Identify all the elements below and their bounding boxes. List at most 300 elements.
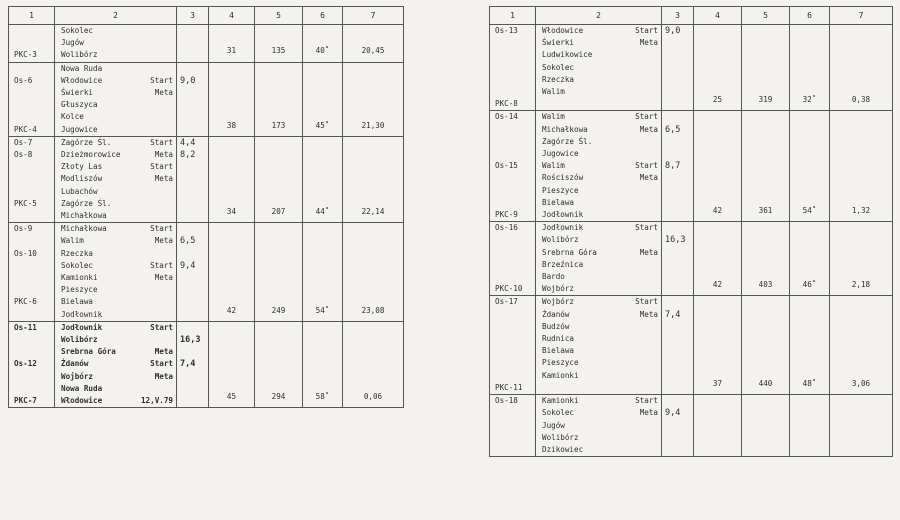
col-header: 1: [9, 7, 55, 25]
route-line: [536, 86, 661, 98]
place-name: Modliszów: [61, 174, 103, 184]
total-distance: 361: [742, 111, 790, 222]
place-name: Zagórze Śl.: [61, 137, 112, 147]
col-header: 3: [662, 7, 694, 25]
stage-code: Os-18: [495, 396, 518, 406]
start-meta-mark: Meta: [154, 347, 173, 357]
start-meta-mark: Start: [150, 322, 173, 332]
place-name: Wolibórz: [61, 335, 98, 345]
stage-distance: 6,5: [180, 236, 196, 247]
stage-code: [9, 111, 54, 123]
route-line: [536, 209, 661, 221]
col-header: 4: [694, 7, 742, 25]
stage-distance: 6,5: [665, 124, 681, 135]
stage-distance: [177, 25, 208, 37]
stage-distance-cell: [177, 25, 209, 63]
stage-distance: [177, 87, 208, 99]
distance-value: 34: [209, 136, 255, 222]
route-cell: [536, 395, 662, 457]
stage-code: [490, 86, 535, 98]
stage-code-cell: [490, 395, 536, 457]
distance-value: 31: [209, 25, 255, 63]
stage-code: [490, 234, 535, 246]
stage-distance: [662, 148, 693, 160]
stage-distance: [177, 198, 208, 210]
stage-code-cell: [490, 296, 536, 395]
time-limit: 54˚: [790, 111, 830, 222]
stage-distance-cell: [177, 136, 209, 222]
stage-row: [9, 136, 404, 222]
route-line: [536, 407, 661, 419]
stage-code: [9, 371, 54, 383]
place-name: Walim: [542, 161, 565, 171]
place-name: Wojbórz: [542, 284, 575, 294]
place-name: Jodłownik: [61, 309, 103, 319]
col-header: 5: [255, 7, 303, 25]
stage-code-cell: [9, 25, 55, 63]
route-line: [536, 37, 661, 49]
time-limit: 44˚: [303, 136, 343, 222]
route-cell: [55, 62, 177, 136]
distance-value: [694, 395, 742, 457]
stage-distance-cell: [662, 395, 694, 457]
place-name: Jugowice: [542, 149, 579, 159]
route-line: [55, 284, 176, 296]
place-name: Rościszów: [542, 173, 584, 183]
stage-row: [9, 62, 404, 136]
place-name: Włodowice: [61, 75, 103, 85]
time-value: [830, 395, 893, 457]
stage-code: [9, 346, 54, 358]
time-value: 1,32: [830, 111, 893, 222]
right-schedule-table: [489, 6, 892, 457]
route-line: [55, 334, 176, 346]
stage-distance-cell: [177, 62, 209, 136]
place-name: Świerki: [542, 38, 575, 48]
stage-code: Os-12: [14, 359, 37, 369]
stage-distance: [177, 37, 208, 49]
stage-distance: [662, 209, 693, 221]
route-line: [536, 247, 661, 259]
stage-code: [490, 136, 535, 148]
start-meta-mark: Meta: [154, 371, 173, 381]
place-name: Bielawa: [542, 346, 575, 356]
stage-code: Os-7: [14, 137, 33, 147]
place-name: Pieszyce: [542, 185, 579, 195]
stage-distance: [177, 223, 208, 235]
route-line: [536, 185, 661, 197]
route-line: [55, 272, 176, 284]
stage-code: [490, 271, 535, 283]
stage-distance: 7,4: [665, 309, 681, 320]
stage-distance: [177, 173, 208, 185]
place-name: Nowa Ruda: [61, 383, 103, 393]
col-header: 4: [209, 7, 255, 25]
stage-distance: [662, 395, 693, 407]
stage-code: [490, 172, 535, 184]
place-name: Bielawa: [542, 197, 575, 207]
time-limit: 54˚: [303, 223, 343, 322]
time-limit: [790, 395, 830, 457]
stage-distance: [662, 197, 693, 209]
stage-code: [9, 87, 54, 99]
route-line: [55, 137, 176, 149]
route-line: [536, 395, 661, 407]
stage-code: PKC-11: [495, 382, 523, 392]
stage-distance: [662, 271, 693, 283]
stage-code: [490, 247, 535, 259]
stage-row: [9, 223, 404, 322]
stage-distance: 7,4: [180, 359, 196, 370]
stage-distance: [177, 383, 208, 395]
start-meta-mark: Meta: [639, 247, 658, 257]
stage-code: [9, 334, 54, 346]
place-name: Sokolec: [542, 62, 575, 72]
stage-distance-cell: [662, 111, 694, 222]
distance-value: 42: [209, 223, 255, 322]
place-name: Złoty Las: [61, 162, 103, 172]
place-name: Wolibórz: [542, 432, 579, 442]
route-cell: [536, 25, 662, 111]
stage-distance: [662, 62, 693, 74]
place-name: Pieszyce: [542, 358, 579, 368]
total-distance: 403: [742, 222, 790, 296]
stage-code: Os-13: [495, 26, 518, 35]
stage-code: [9, 25, 54, 37]
route-line: [55, 248, 176, 260]
time-value: 0,38: [830, 25, 893, 111]
total-distance: 319: [742, 25, 790, 111]
route-line: [536, 345, 661, 357]
start-meta-mark: Start: [150, 75, 173, 85]
route-cell: [55, 25, 177, 63]
stage-code: Os-9: [14, 224, 33, 234]
time-value: 21,30: [343, 62, 404, 136]
stage-distance: 9,4: [180, 260, 196, 271]
stage-code: [9, 383, 54, 395]
distance-value: 42: [694, 222, 742, 296]
place-name: Walim: [542, 112, 565, 122]
start-meta-mark: Meta: [154, 150, 173, 160]
stage-distance-cell: [662, 222, 694, 296]
stage-code: [490, 124, 535, 136]
place-name: Pieszyce: [61, 285, 98, 295]
time-limit: 46˚: [790, 222, 830, 296]
stage-code: [490, 74, 535, 86]
route-line: [536, 222, 661, 234]
start-meta-mark: Start: [150, 137, 173, 147]
route-line: [536, 172, 661, 184]
route-line: [536, 444, 661, 456]
total-distance: [742, 395, 790, 457]
stage-code-cell: [9, 136, 55, 222]
stage-code-cell: [490, 111, 536, 222]
route-cell: [536, 111, 662, 222]
stage-code: PKC-9: [495, 210, 518, 220]
place-name: Srebrna Góra: [542, 247, 597, 257]
stage-distance: [177, 210, 208, 222]
stage-distance: [177, 161, 208, 173]
place-name: Jugów: [61, 38, 84, 48]
start-meta-mark: Meta: [154, 236, 173, 246]
stage-code: [9, 63, 54, 75]
route-line: [55, 161, 176, 173]
route-line: [55, 322, 176, 334]
start-meta-mark: Meta: [639, 309, 658, 319]
stage-row: [9, 25, 404, 63]
stage-distance: [177, 272, 208, 284]
time-limit: 48˚: [790, 296, 830, 395]
start-meta-mark: Start: [635, 26, 658, 35]
stage-code: [490, 345, 535, 357]
route-line: [55, 210, 176, 222]
distance-value: 37: [694, 296, 742, 395]
stage-distance: [177, 296, 208, 308]
place-name: Walim: [61, 236, 84, 246]
stage-distance: [662, 357, 693, 369]
place-name: Nowa Ruda: [61, 63, 103, 73]
place-name: Głuszyca: [61, 100, 98, 110]
stage-code-cell: [9, 321, 55, 407]
route-line: [55, 198, 176, 210]
stage-code: [490, 309, 535, 321]
place-name: Michałkowa: [61, 224, 107, 234]
col-header: 6: [303, 7, 343, 25]
col-header: 6: [790, 7, 830, 25]
stage-distance: 9,4: [665, 408, 681, 419]
place-name: Kamionki: [542, 396, 579, 406]
place-name: Jugowice: [61, 124, 98, 134]
stage-distance: [177, 186, 208, 198]
place-name: Srebrna Góra: [61, 347, 116, 357]
stage-distance: [662, 247, 693, 259]
start-meta-mark: Start: [635, 161, 658, 171]
header-row: [490, 7, 893, 25]
total-distance: 173: [255, 62, 303, 136]
stage-code: PKC-8: [495, 99, 518, 109]
start-meta-mark: Start: [150, 359, 173, 369]
stage-distance: [662, 321, 693, 333]
start-meta-mark: Start: [150, 260, 173, 270]
route-line: [55, 63, 176, 75]
stage-code: Os-10: [14, 248, 37, 258]
route-line: [536, 62, 661, 74]
time-limit: 40˚: [303, 25, 343, 63]
stage-row: [490, 111, 893, 222]
stage-distance: [177, 63, 208, 75]
stage-distance-cell: [177, 321, 209, 407]
route-cell: [55, 136, 177, 222]
route-line: [55, 173, 176, 185]
stage-distance: 4,4: [180, 137, 196, 148]
stage-distance: [662, 49, 693, 61]
place-name: Żdanów: [61, 359, 89, 369]
place-name: Lubachów: [61, 186, 98, 196]
place-name: Zagórze Śl.: [542, 136, 593, 146]
stage-distance: [662, 222, 693, 234]
col-header: 2: [55, 7, 177, 25]
start-meta-mark: 12,V.79: [140, 396, 173, 406]
total-distance: 440: [742, 296, 790, 395]
route-line: [536, 124, 661, 136]
place-name: Wojbórz: [542, 297, 575, 307]
route-line: [55, 87, 176, 99]
place-name: Włodowice: [542, 26, 584, 35]
stage-distance: [662, 283, 693, 295]
route-line: [536, 136, 661, 148]
place-name: Dzikowiec: [542, 444, 584, 454]
stage-code: Os-15: [495, 161, 518, 171]
place-name: Brzeźnica: [542, 259, 584, 269]
place-name: Jugów: [542, 420, 565, 430]
route-cell: [55, 321, 177, 407]
place-name: Sokolec: [542, 408, 575, 418]
stage-distance: [662, 259, 693, 271]
place-name: Włodowice: [61, 396, 103, 406]
route-line: [55, 37, 176, 49]
place-name: Zagórze Śl.: [61, 198, 112, 208]
start-meta-mark: Start: [150, 224, 173, 234]
route-line: [536, 25, 661, 37]
total-distance: 249: [255, 223, 303, 322]
route-line: [536, 370, 661, 382]
place-name: Bielawa: [61, 297, 94, 307]
stage-code: PKC-5: [14, 198, 37, 208]
start-meta-mark: Meta: [639, 408, 658, 418]
distance-value: 25: [694, 25, 742, 111]
header-row: [9, 7, 404, 25]
stage-code: Os-8: [14, 150, 33, 160]
stage-code: PKC-7: [14, 396, 37, 406]
route-line: [536, 271, 661, 283]
stage-code: Os-16: [495, 223, 518, 233]
place-name: Rzeczka: [61, 248, 94, 258]
route-line: [55, 296, 176, 308]
stage-distance: [177, 395, 208, 407]
start-meta-mark: Meta: [154, 273, 173, 283]
place-name: Michałkowa: [61, 211, 107, 221]
left-schedule-table: [8, 6, 403, 408]
col-header: 5: [742, 7, 790, 25]
route-cell: [536, 222, 662, 296]
time-value: 22,14: [343, 136, 404, 222]
route-line: [55, 346, 176, 358]
col-header: 7: [343, 7, 404, 25]
col-header: 1: [490, 7, 536, 25]
route-line: [55, 111, 176, 123]
stage-distance: 8,7: [665, 161, 681, 172]
stage-distance: [177, 124, 208, 136]
start-meta-mark: Start: [635, 396, 658, 406]
stage-code: Os-14: [495, 112, 518, 122]
stage-code: PKC-10: [495, 284, 523, 294]
stage-distance: [177, 248, 208, 260]
stage-distance: [662, 136, 693, 148]
col-header: 7: [830, 7, 893, 25]
stage-distance: [177, 371, 208, 383]
stage-code: [490, 357, 535, 369]
distance-value: 42: [694, 111, 742, 222]
stage-code: [490, 333, 535, 345]
route-line: [55, 186, 176, 198]
route-line: [536, 111, 661, 123]
stage-distance: 9,0: [665, 26, 681, 36]
stage-distance-cell: [177, 223, 209, 322]
col-header: 3: [177, 7, 209, 25]
place-name: Bardo: [542, 272, 565, 282]
stage-distance: [662, 86, 693, 98]
total-distance: 207: [255, 136, 303, 222]
place-name: Rzeczka: [542, 74, 575, 84]
time-limit: 32˚: [790, 25, 830, 111]
time-value: 20,45: [343, 25, 404, 63]
route-line: [536, 283, 661, 295]
route-line: [536, 309, 661, 321]
col-header: 2: [536, 7, 662, 25]
stage-code: [490, 62, 535, 74]
place-name: Dzieżmorowice: [61, 150, 121, 160]
stage-code: [490, 197, 535, 209]
time-value: 2,18: [830, 222, 893, 296]
stage-code: [9, 284, 54, 296]
stage-code: [490, 259, 535, 271]
time-limit: 45˚: [303, 62, 343, 136]
time-value: 0,06: [343, 321, 404, 407]
route-line: [55, 260, 176, 272]
distance-value: 38: [209, 62, 255, 136]
place-name: Jodłownik: [61, 322, 103, 332]
time-value: 3,06: [830, 296, 893, 395]
stage-row: [490, 395, 893, 457]
route-line: [55, 358, 176, 370]
stage-code-cell: [490, 25, 536, 111]
place-name: Kamionki: [61, 273, 98, 283]
route-line: [536, 197, 661, 209]
stage-code: PKC-3: [14, 50, 37, 60]
time-limit: 58˚: [303, 321, 343, 407]
place-name: Walim: [542, 87, 565, 97]
stage-code: [490, 49, 535, 61]
route-cell: [536, 296, 662, 395]
place-name: Kamionki: [542, 370, 579, 380]
start-meta-mark: Meta: [154, 174, 173, 184]
route-line: [55, 99, 176, 111]
route-line: [55, 124, 176, 136]
start-meta-mark: Meta: [154, 88, 173, 98]
route-line: [55, 75, 176, 87]
place-name: Budzów: [542, 321, 570, 331]
total-distance: 294: [255, 321, 303, 407]
route-line: [55, 49, 176, 61]
route-line: [536, 259, 661, 271]
stage-distance: [662, 296, 693, 308]
place-name: Wolibórz: [61, 50, 98, 60]
stage-row: [490, 296, 893, 395]
stage-code: [9, 186, 54, 198]
stage-distance-cell: [662, 296, 694, 395]
place-name: Jodłownik: [542, 223, 584, 233]
place-name: Michałkowa: [542, 124, 588, 134]
route-line: [536, 420, 661, 432]
stage-code: PKC-6: [14, 297, 37, 307]
place-name: Kolce: [61, 112, 84, 122]
route-line: [536, 296, 661, 308]
route-line: [55, 395, 176, 407]
stage-distance: [662, 370, 693, 382]
stage-distance: [177, 99, 208, 111]
route-line: [55, 383, 176, 395]
route-line: [536, 333, 661, 345]
